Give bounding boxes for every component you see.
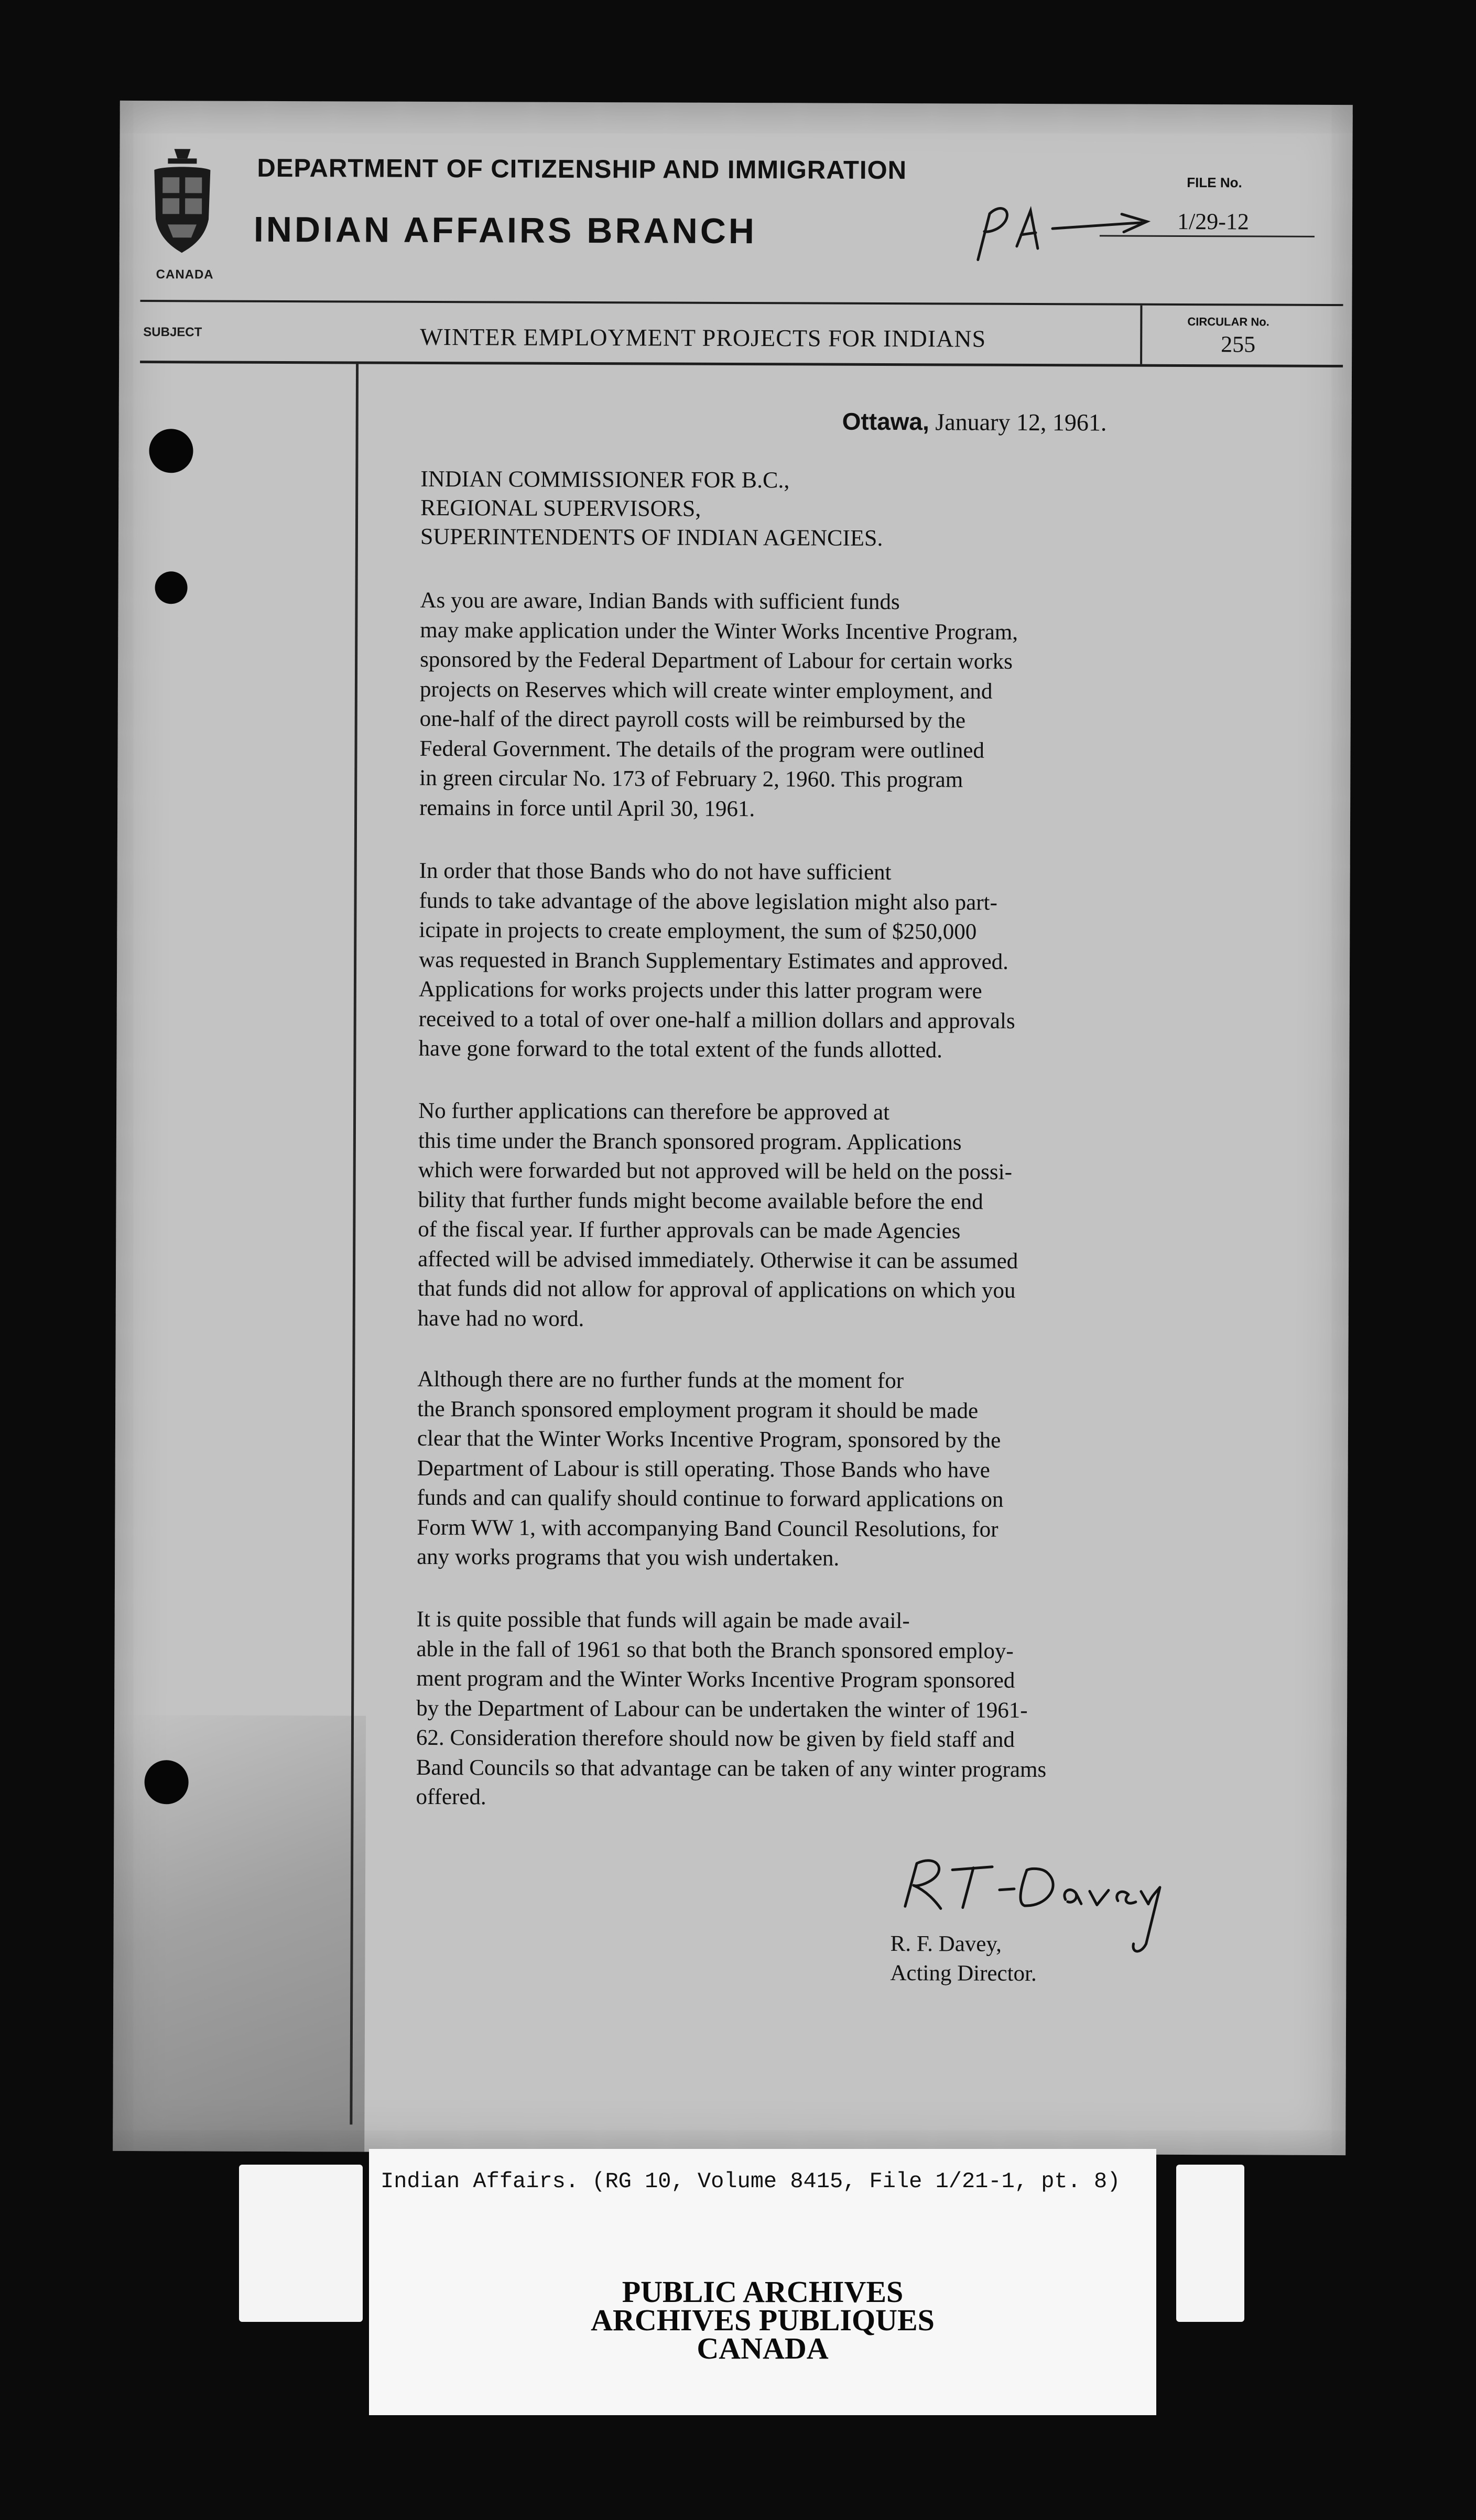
dateline-date: January 12, 1961.: [935, 408, 1107, 436]
dateline-place: Ottawa,: [842, 407, 929, 436]
archive-label-card: [369, 2149, 1156, 2415]
handwritten-pa-arrow: [969, 198, 1157, 267]
body-paragraph-4: Although there are no further funds at the moment for the Branch sponsored employment program it should be made clear that the Winter Works Incentive Program, sponsored by the Department of Labour is still operating. Those Bands who have funds and can qualify should continue to forward applications on Form WW 1, with accompanying Band Council Resolutions, for any works programs that you wish undertaken.: [417, 1366, 1004, 1571]
label-tab-left: [239, 2165, 363, 2322]
scanned-letter-page: [113, 101, 1353, 2155]
letterhead-rule: [140, 300, 1343, 306]
body-paragraph-2: In order that those Bands who do not have sufficient funds to take advantage of the above legislation might also part- icipate in projects to create employment, the sum of $250,000 was requested in Branch Supplementary Estimates and approved. Applications for works projects under this latter program were received to a total of over one-half a million dollars and approvals have gone forward to the total extent of the funds allotted.: [418, 858, 1015, 1063]
body-paragraph-5: It is quite possible that funds will again be made avail- able in the fall of 1961 so that both the Branch sponsored employ- ment program and the Winter Works Incentive Program sponsored by the Department of Labour can be undertaken the winter of 1961- 62. Consideration therefore should now be given by field staff and Band Councils so that advantage can be taken of any winter programs offered.: [416, 1606, 1047, 1810]
addressee-line: REGIONAL SUPERVISORS,: [420, 494, 701, 522]
punch-hole: [144, 1760, 188, 1804]
addressee-line: INDIAN COMMISSIONER FOR B.C.,: [420, 465, 790, 493]
subject-divider: [1140, 306, 1142, 364]
signatory-name: R. F. Davey,: [890, 1931, 1002, 1957]
archive-reference: Indian Affairs. (RG 10, Volume 8415, File 1/21-1, pt. 8): [381, 2169, 1121, 2194]
circular-number: 255: [1221, 331, 1256, 357]
branch-heading: INDIAN AFFAIRS BRANCH: [253, 209, 757, 252]
file-number: 1/29-12: [1177, 208, 1250, 235]
punch-hole: [155, 571, 187, 604]
body-paragraph-1: As you are aware, Indian Bands with sufficient funds may make application under the Winter Works Incentive Program, sponsored by the Federal Department of Labour for certain works projects on Reserves which will create winter employment, and one-half of the direct payroll costs will be reimbursed by the Federal Government. The details of the program were outlined in green circular No. 173 of February 2, 1960. This program remains in force until April 30, 1961.: [419, 588, 1018, 821]
file-number-label: FILE No.: [1187, 175, 1242, 191]
body-paragraph-3: No further applications can therefore be approved at this time under the Branch sponsored program. Applications which were forwarded but not approved will be held on the possi- bility that further funds might become available before the end of the fiscal year. If further approvals can be made Agencies affected will be advised immediately. Otherwise it can be assumed that funds did not allow for approval of applications on which you have had no word.: [417, 1098, 1018, 1331]
canadian-crest-icon: [147, 146, 218, 257]
archive-country: CANADA: [697, 2331, 829, 2365]
archive-name-en: PUBLIC ARCHIVES: [622, 2275, 904, 2309]
subject-line: WINTER EMPLOYMENT PROJECTS FOR INDIANS: [420, 323, 986, 352]
signatory-title: Acting Director.: [890, 1961, 1037, 1986]
signature-block: [890, 1929, 1037, 1989]
subject-rule: [140, 361, 1343, 367]
punch-hole: [149, 429, 193, 473]
archive-name-fr: ARCHIVES PUBLIQUES: [591, 2303, 935, 2337]
circular-number-label: CIRCULAR No.: [1187, 315, 1269, 329]
label-tab-right: [1176, 2165, 1244, 2322]
department-heading: DEPARTMENT OF CITIZENSHIP AND IMMIGRATION: [257, 154, 907, 185]
crest-caption: CANADA: [156, 267, 214, 282]
archive-institution: [369, 2275, 1156, 2365]
addressee-block: [420, 464, 883, 552]
addressee-line: SUPERINTENDENTS OF INDIAN AGENCIES.: [420, 523, 883, 551]
subject-label: SUBJECT: [143, 325, 202, 340]
dateline: [842, 407, 1107, 437]
